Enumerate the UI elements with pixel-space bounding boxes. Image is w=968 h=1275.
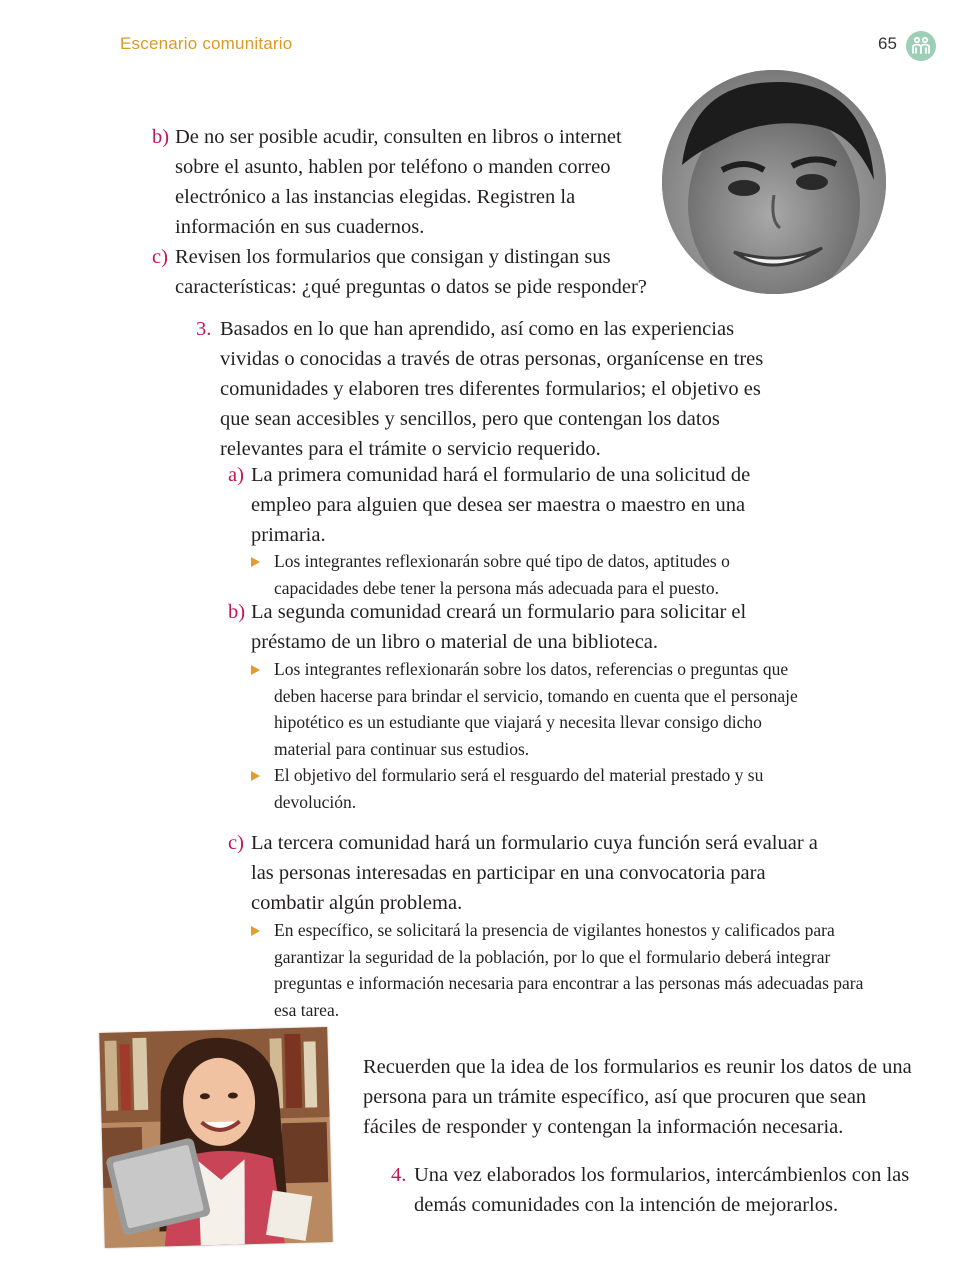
reminder-text: Recuerden que la idea de los formularios es reunir los datos de una persona para un trámite específico, así que procuren que sean fáciles de responder y contengan la información necesaria. xyxy=(363,1056,912,1138)
step-3c xyxy=(228,828,843,918)
reminder-paragraph xyxy=(363,1052,918,1142)
page-number: 65 xyxy=(878,34,897,53)
arrow-bullet-icon xyxy=(251,771,260,781)
girl-with-tablet-photo xyxy=(99,1027,333,1248)
step-3b-text: La segunda comunidad creará un formulario para solicitar el préstamo de un libro o material de una biblioteca. xyxy=(251,601,747,653)
step-c-marker: c) xyxy=(152,246,168,268)
community-section-icon xyxy=(906,31,936,61)
step-3-marker: 3. xyxy=(196,318,212,340)
step-c xyxy=(152,242,672,302)
step-3b-bullet-2-text: El objetivo del formulario será el resguardo del material prestado y su devolución. xyxy=(274,765,764,812)
step-4-marker: 4. xyxy=(391,1164,407,1186)
step-3b-bullet-1-text: Los integrantes reflexionarán sobre los datos, referencias o preguntas que deben hacerse para brindar el servicio, tomando en cuenta que el personaje hipotético es un estudiante que viajará y necesita llevar consigo dicho material para continuar sus estudios. xyxy=(274,659,798,759)
arrow-bullet-icon xyxy=(251,665,260,675)
step-3 xyxy=(196,314,766,464)
step-3c-text: La tercera comunidad hará un formulario cuya función será evaluar a las personas interesadas en participar en una convocatoria para combatir algún problema. xyxy=(251,832,818,914)
arrow-bullet-icon xyxy=(251,557,260,567)
step-c-text: Revisen los formularios que consigan y distingan sus características: ¿qué preguntas o datos se pide responder? xyxy=(175,246,647,298)
step-3a xyxy=(228,460,758,550)
step-3-text: Basados en lo que han aprendido, así como en las experiencias vividas o conocidas a través de otras personas, organícense en tres comunidades y elaboren tres diferentes formularios; el objetivo es que sean accesibles y sencillos, pero que contengan los datos relevantes para el trámite o servicio requerido. xyxy=(220,318,764,460)
arrow-bullet-icon xyxy=(251,926,260,936)
section-title: Escenario comunitario xyxy=(120,34,293,53)
boy-portrait-photo xyxy=(662,70,886,294)
step-4 xyxy=(391,1160,911,1220)
step-3c-marker: c) xyxy=(228,832,244,854)
step-b-marker: b) xyxy=(152,126,170,148)
step-3a-bullet-text: Los integrantes reflexionarán sobre qué tipo de datos, aptitudes o capacidades debe tener la persona más adecuada para el puesto. xyxy=(274,551,730,598)
step-3a-bullet xyxy=(251,548,791,601)
step-4-text: Una vez elaborados los formularios, intercámbienlos con las demás comunidades con la intención de mejorarlos. xyxy=(414,1164,910,1216)
step-3b-bullet-2 xyxy=(251,762,791,815)
step-3b xyxy=(228,597,788,657)
step-b-text: De no ser posible acudir, consulten en libros o internet sobre el asunto, hablen por teléfono o manden correo electrónico a las instancias elegidas. Registren la información en sus cuadernos. xyxy=(175,126,622,238)
step-3b-bullet-1 xyxy=(251,656,811,762)
step-b xyxy=(152,122,652,242)
step-3a-text: La primera comunidad hará el formulario de una solicitud de empleo para alguien que desea ser maestra o maestro en una primaria. xyxy=(251,464,751,546)
step-3c-bullet-text: En específico, se solicitará la presencia de vigilantes honestos y calificados para garantizar la seguridad de la población, por lo que el formulario deberá integrar preguntas e información necesaria para encontrar a las personas más adecuadas para esa tarea. xyxy=(274,920,864,1020)
step-3a-marker: a) xyxy=(228,464,244,486)
step-3b-marker: b) xyxy=(228,601,246,623)
step-3c-bullet xyxy=(251,917,866,1023)
